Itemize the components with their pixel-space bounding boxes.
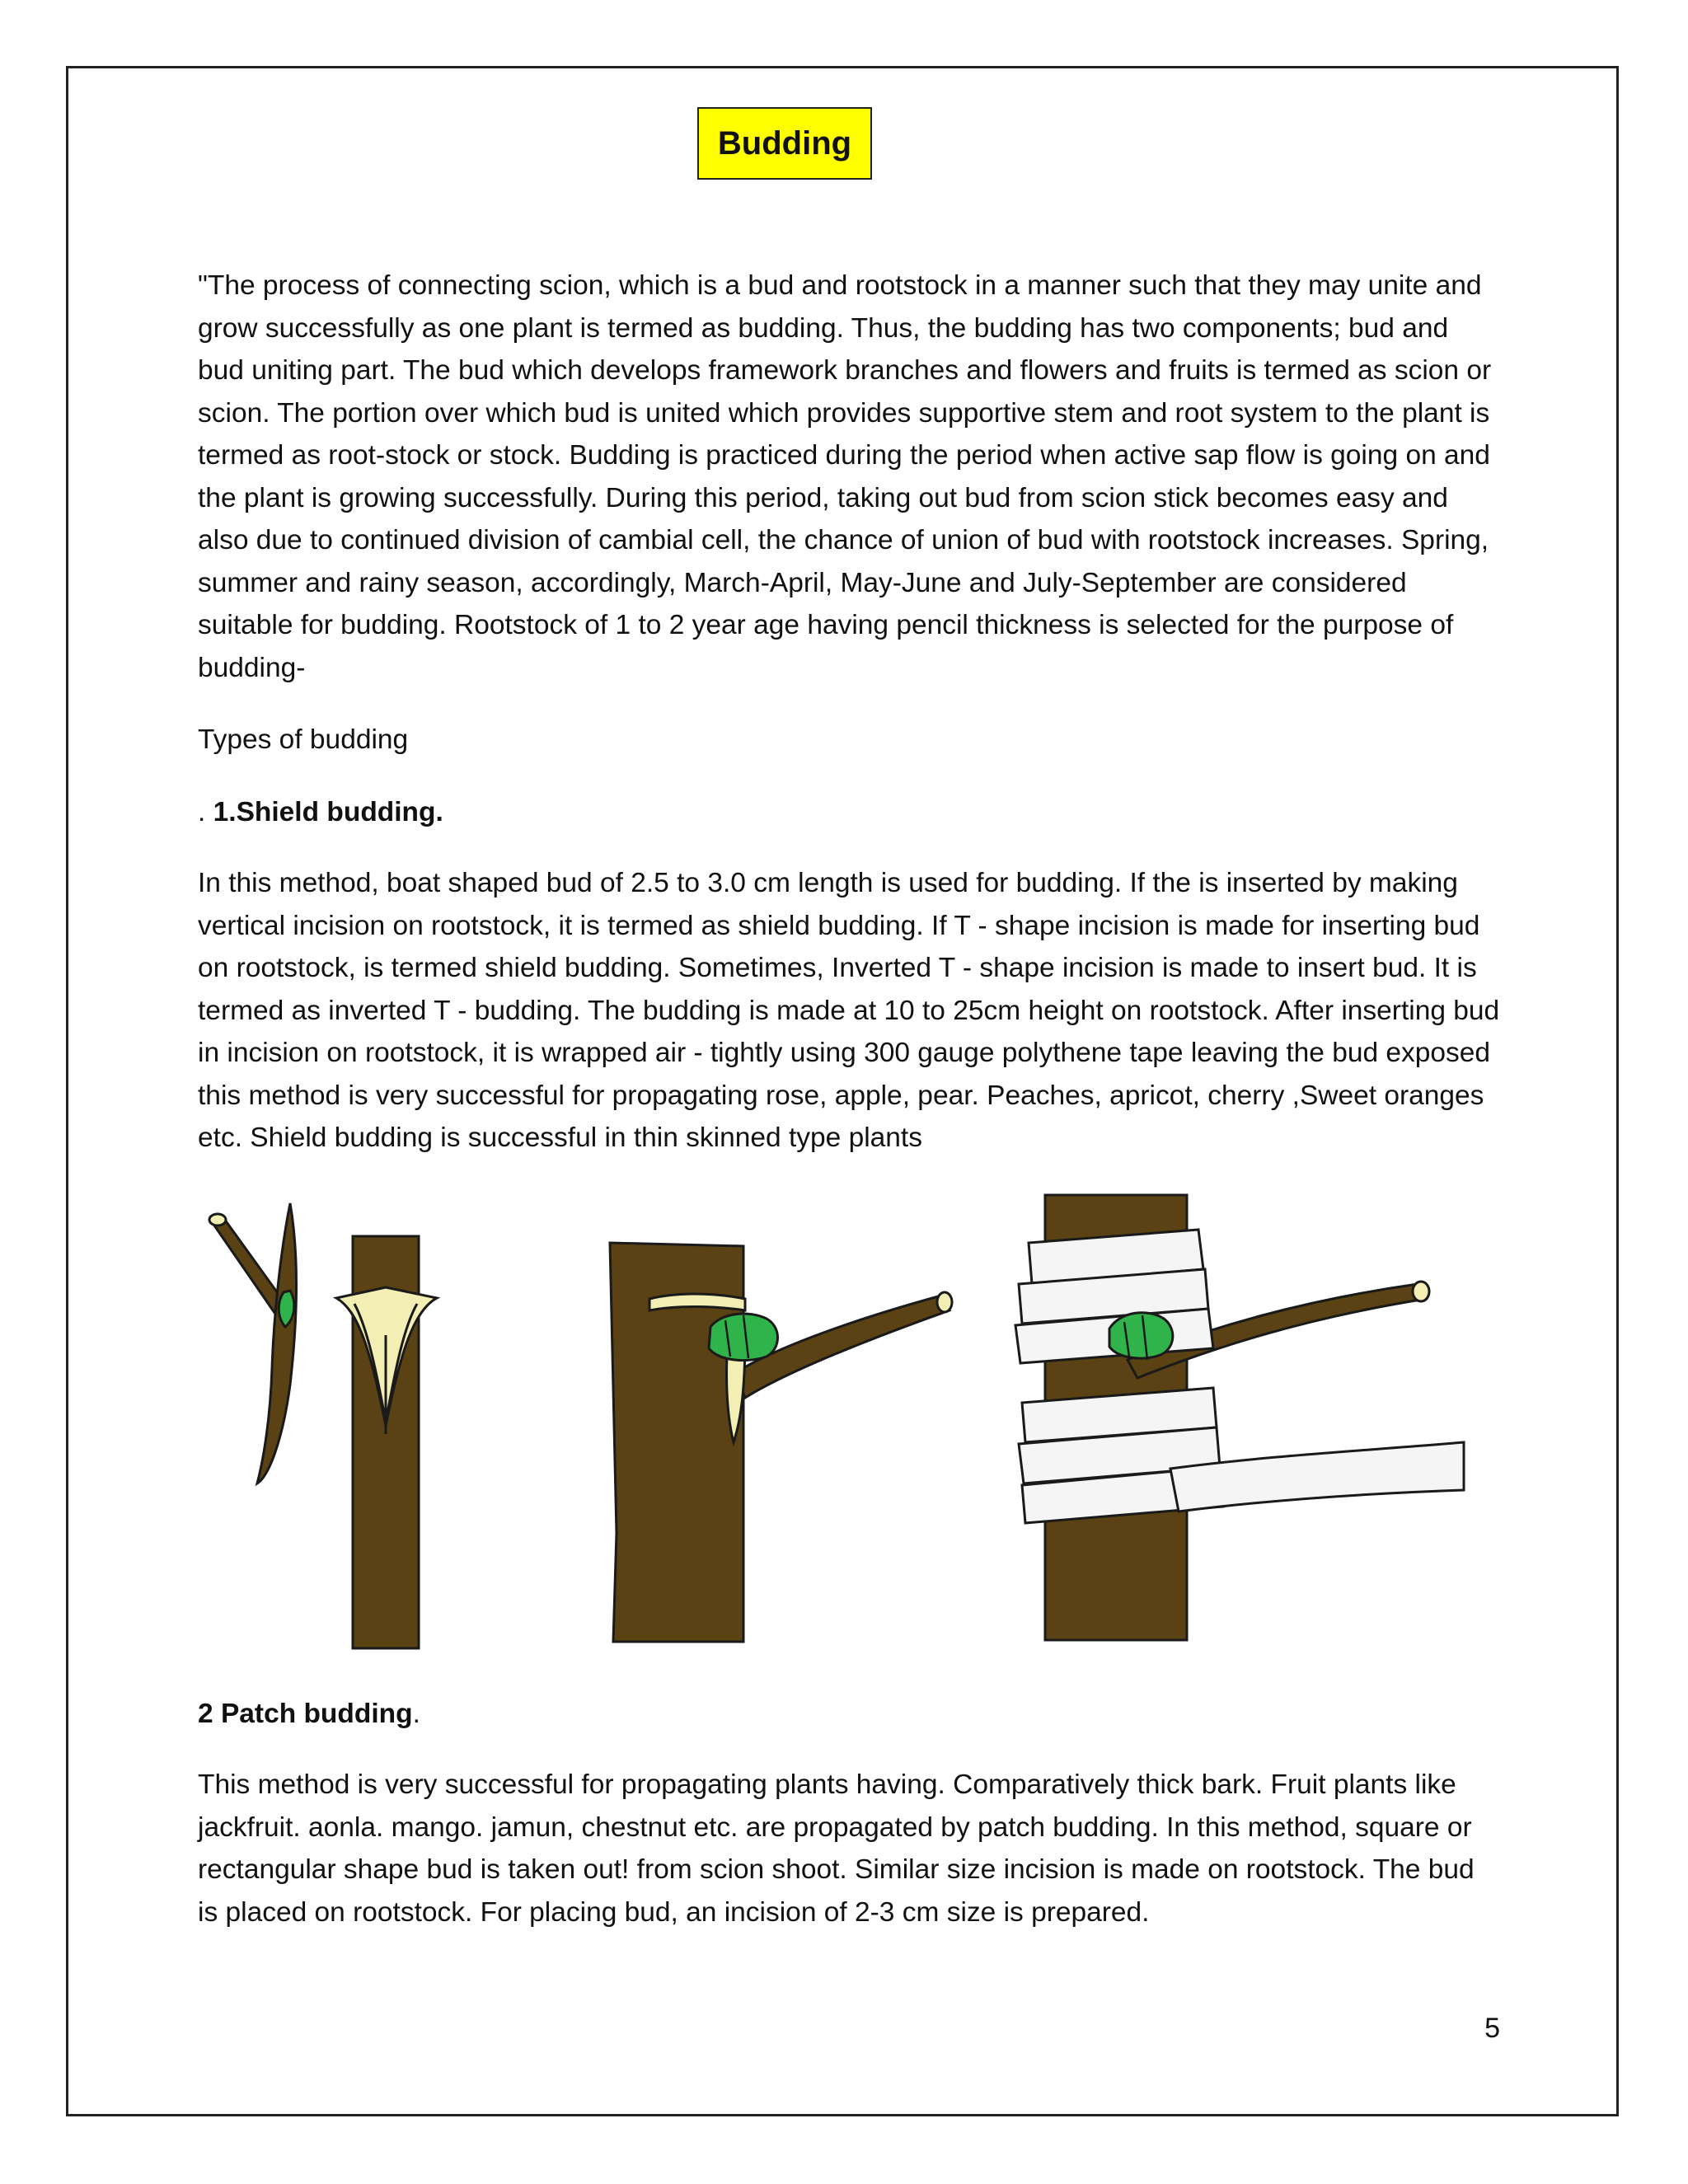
- shield-heading-prefix: .: [198, 797, 213, 827]
- shield-budding-paragraph: In this method, boat shaped bud of 2.5 to 3.0 cm length is used for budding. If the is inserted by making vertical incision on rootstock, it is termed as shield budding. If T - shape incision is made for inserting bud on rootstock, is termed shield budding. Sometimes, Inverted T - shape incision is made to insert bud. It is termed as inverted T - budding. The budding is made at 10 to 25cm height on rootstock. After inserting bud in incision on rootstock, it is wrapped air - tightly using 300 gauge polythene tape leaving the bud exposed this method is very successful for propagating rose, apple, pear. Peaches, apricot, cherry ,Sweet oranges etc. Shield budding is successful in thin skinned type plants: [198, 868, 1500, 1153]
- types-heading: Types of budding: [198, 724, 409, 755]
- inserted-bud-stock-icon: [610, 1243, 952, 1642]
- patch-budding-heading: [198, 1693, 1500, 1736]
- page-title-text: Budding: [717, 124, 852, 162]
- t-incision-stock-icon: [336, 1236, 437, 1648]
- intro-paragraph: "The process of connecting scion, which is a bud and rootstock in a manner such that they may unite and grow successfully as one plant is termed as budding. Thus, the budding has two components; bud and bud uniting part. The bud which develops framework branches and flowers and fruits is termed as scion or scion. The portion over which bud is united which provides supportive stem and root system to the plant is termed as root-stock or stock. Budding is practiced during the period when active sap flow is going on and the plant is growing successfully. During this period, taking out bud from scion stick becomes easy and also due to continued division of cambial cell, the chance of union of bud with rootstock increases. Spring, summer and rainy season, accordingly, March-April, May-June and July-September are considered suitable for budding. Rootstock of 1 to 2 year age having pencil thickness is selected for the purpose of budding-: [198, 270, 1492, 683]
- patch-budding-paragraph: This method is very successful for propagating plants having. Comparatively thick bark. Fruit plants like jackfruit. aonla. mango. jamun, chestnut etc. are propagated by patch budding. In this method, square or rectangular shape bud is taken out! from scion shoot. Similar size incision is made on rootstock. The bud is placed on rootstock. For placing bud, an incision of 2-3 cm size is prepared.: [198, 1769, 1475, 1928]
- page-number: 5: [1484, 2013, 1500, 2044]
- shield-budding-illustration: [198, 1187, 1467, 1657]
- tape-wrapped-stock-icon: [1015, 1195, 1464, 1640]
- page-title: [697, 107, 872, 180]
- shield-heading-text: 1.Shield budding.: [213, 797, 443, 827]
- patch-heading-text: 2 Patch budding: [198, 1699, 413, 1729]
- patch-heading-suffix: .: [412, 1699, 420, 1729]
- shield-budding-heading: [198, 791, 1500, 834]
- scion-bud-stick-icon: [209, 1203, 297, 1483]
